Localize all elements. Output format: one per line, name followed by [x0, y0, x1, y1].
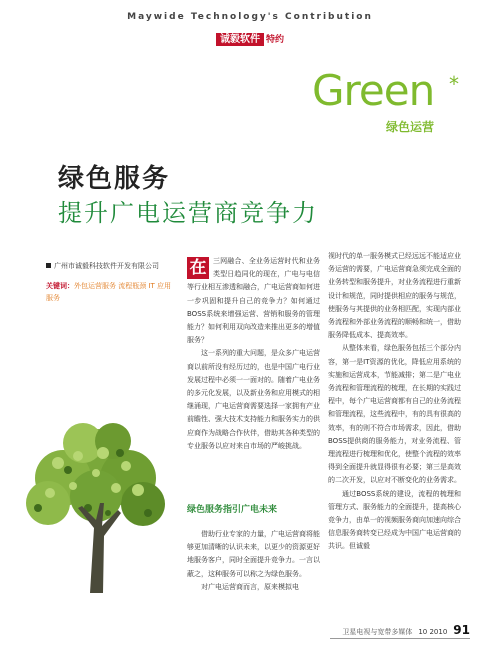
keywords	[46, 280, 174, 304]
green-logo-word: Green	[312, 66, 435, 115]
magazine-banner: Maywide Technology's Contribution	[127, 12, 373, 22]
article-paragraph: 这一系列的重大问题，是众多广电运营商以前所没有经历过的，也是中国广电行业发展过程中必须一一面对的。随着广电业务的多元化发展，以及新业务和应用模式的相继涌现，广电运营商需要选择一家拥有产业前瞻性、强大技术支持能力和服务实力的供应商作为战略合作伙伴，借助其各种类型的专业服务以应对来自市场的严峻挑战。	[187, 349, 320, 450]
article-paragraph: 通过BOSS系统的建设，流程的梳理和管理方式、服务能力的全面提升，提高核心竞争力，由单一的视频服务商向加速向综合信息服务商转变已经成为中国广电运营商的共识。但诚毅	[328, 489, 461, 551]
keywords-label: 关键词：	[46, 282, 74, 290]
sponsor-badge	[203, 27, 297, 45]
article-subtitle: 提升广电运营商竞争力	[58, 199, 318, 227]
keywords-terms: 外包运营服务 流程瓶颈 IT 应用服务	[46, 282, 172, 302]
article-column-1-lower	[187, 528, 320, 594]
green-logo-star: *	[449, 72, 459, 96]
article-paragraph: 借助行业专家的力量，广电运营商将能够更加清晰的认识未来，以更少的资源更好地服务客户，同时全面提升竞争力。一言以蔽之，这种服务可以称之为绿色服务。	[187, 530, 320, 578]
article-paragraph: 对广电运营商而言，原来模拟电	[201, 582, 299, 591]
article-paragraph: 从整体来看，绿色服务包括三个部分内容，第一是IT资源的优化，降低应用系统的实施和运营成本，节能减排；第二是广电业务流程和管理流程的梳理，在长期的实践过程中，每个广电运营商都有自己的业务流程和管理流程，这些流程中，有的具有很高的效率，有的则不符合市场需求，因此，借助BOSS提供商的服务能力，对业务流程、管理流程进行梳理和优化，使整个流程的效率得到全面提升就显得很有必要；第三是高效的二次开发，以应对不断变化的业务需求。	[328, 344, 461, 485]
author-company	[46, 261, 159, 271]
sponsor-name: 诚毅软件	[216, 33, 264, 46]
page-number: 91	[453, 623, 470, 637]
issue-number: 10 2010	[418, 628, 448, 636]
article-paragraph: 视时代的单一服务模式已经远远不能适应业务运营的需要，广电运营商急须完成全面的业务转型和服务提升，对业务流程进行重新设计和规范，同时提供相应的服务与规范，使服务与其提供的业务相匹配，实现内部业务流程和外部业务流程的顺畅和统一，借助服务降低成本、提高效率。	[328, 252, 461, 340]
page-footer	[342, 623, 470, 637]
green-logo	[312, 66, 462, 134]
article-title: 绿色服务	[58, 164, 171, 194]
tree-illustration	[8, 408, 183, 598]
footer-divider	[330, 638, 470, 639]
drop-cap: 在	[187, 257, 209, 279]
section-heading: 绿色服务指引广电未来	[187, 505, 278, 515]
publication-name: 卫星电视与宽带多媒体	[342, 628, 413, 636]
bullet-square-icon	[46, 263, 51, 268]
article-paragraph: 三网融合、全业务运营时代和业务类型日趋同化的现在，广电与电信等行业相互渗透和融合，广电运营商如何进一步巩固和提升自己的竞争力？如何通过BOSS系统来增强运营、营销和服务的管理能力？如何利用双向改造来推出更多的增值服务？	[187, 257, 320, 345]
company-name: 广州市诚毅科技软件开发有限公司	[54, 262, 159, 270]
article-column-2	[328, 250, 461, 554]
article-column-1	[187, 255, 320, 453]
green-logo-subtitle: 绿色运营	[386, 120, 435, 134]
sponsor-suffix: 特约	[265, 35, 284, 45]
